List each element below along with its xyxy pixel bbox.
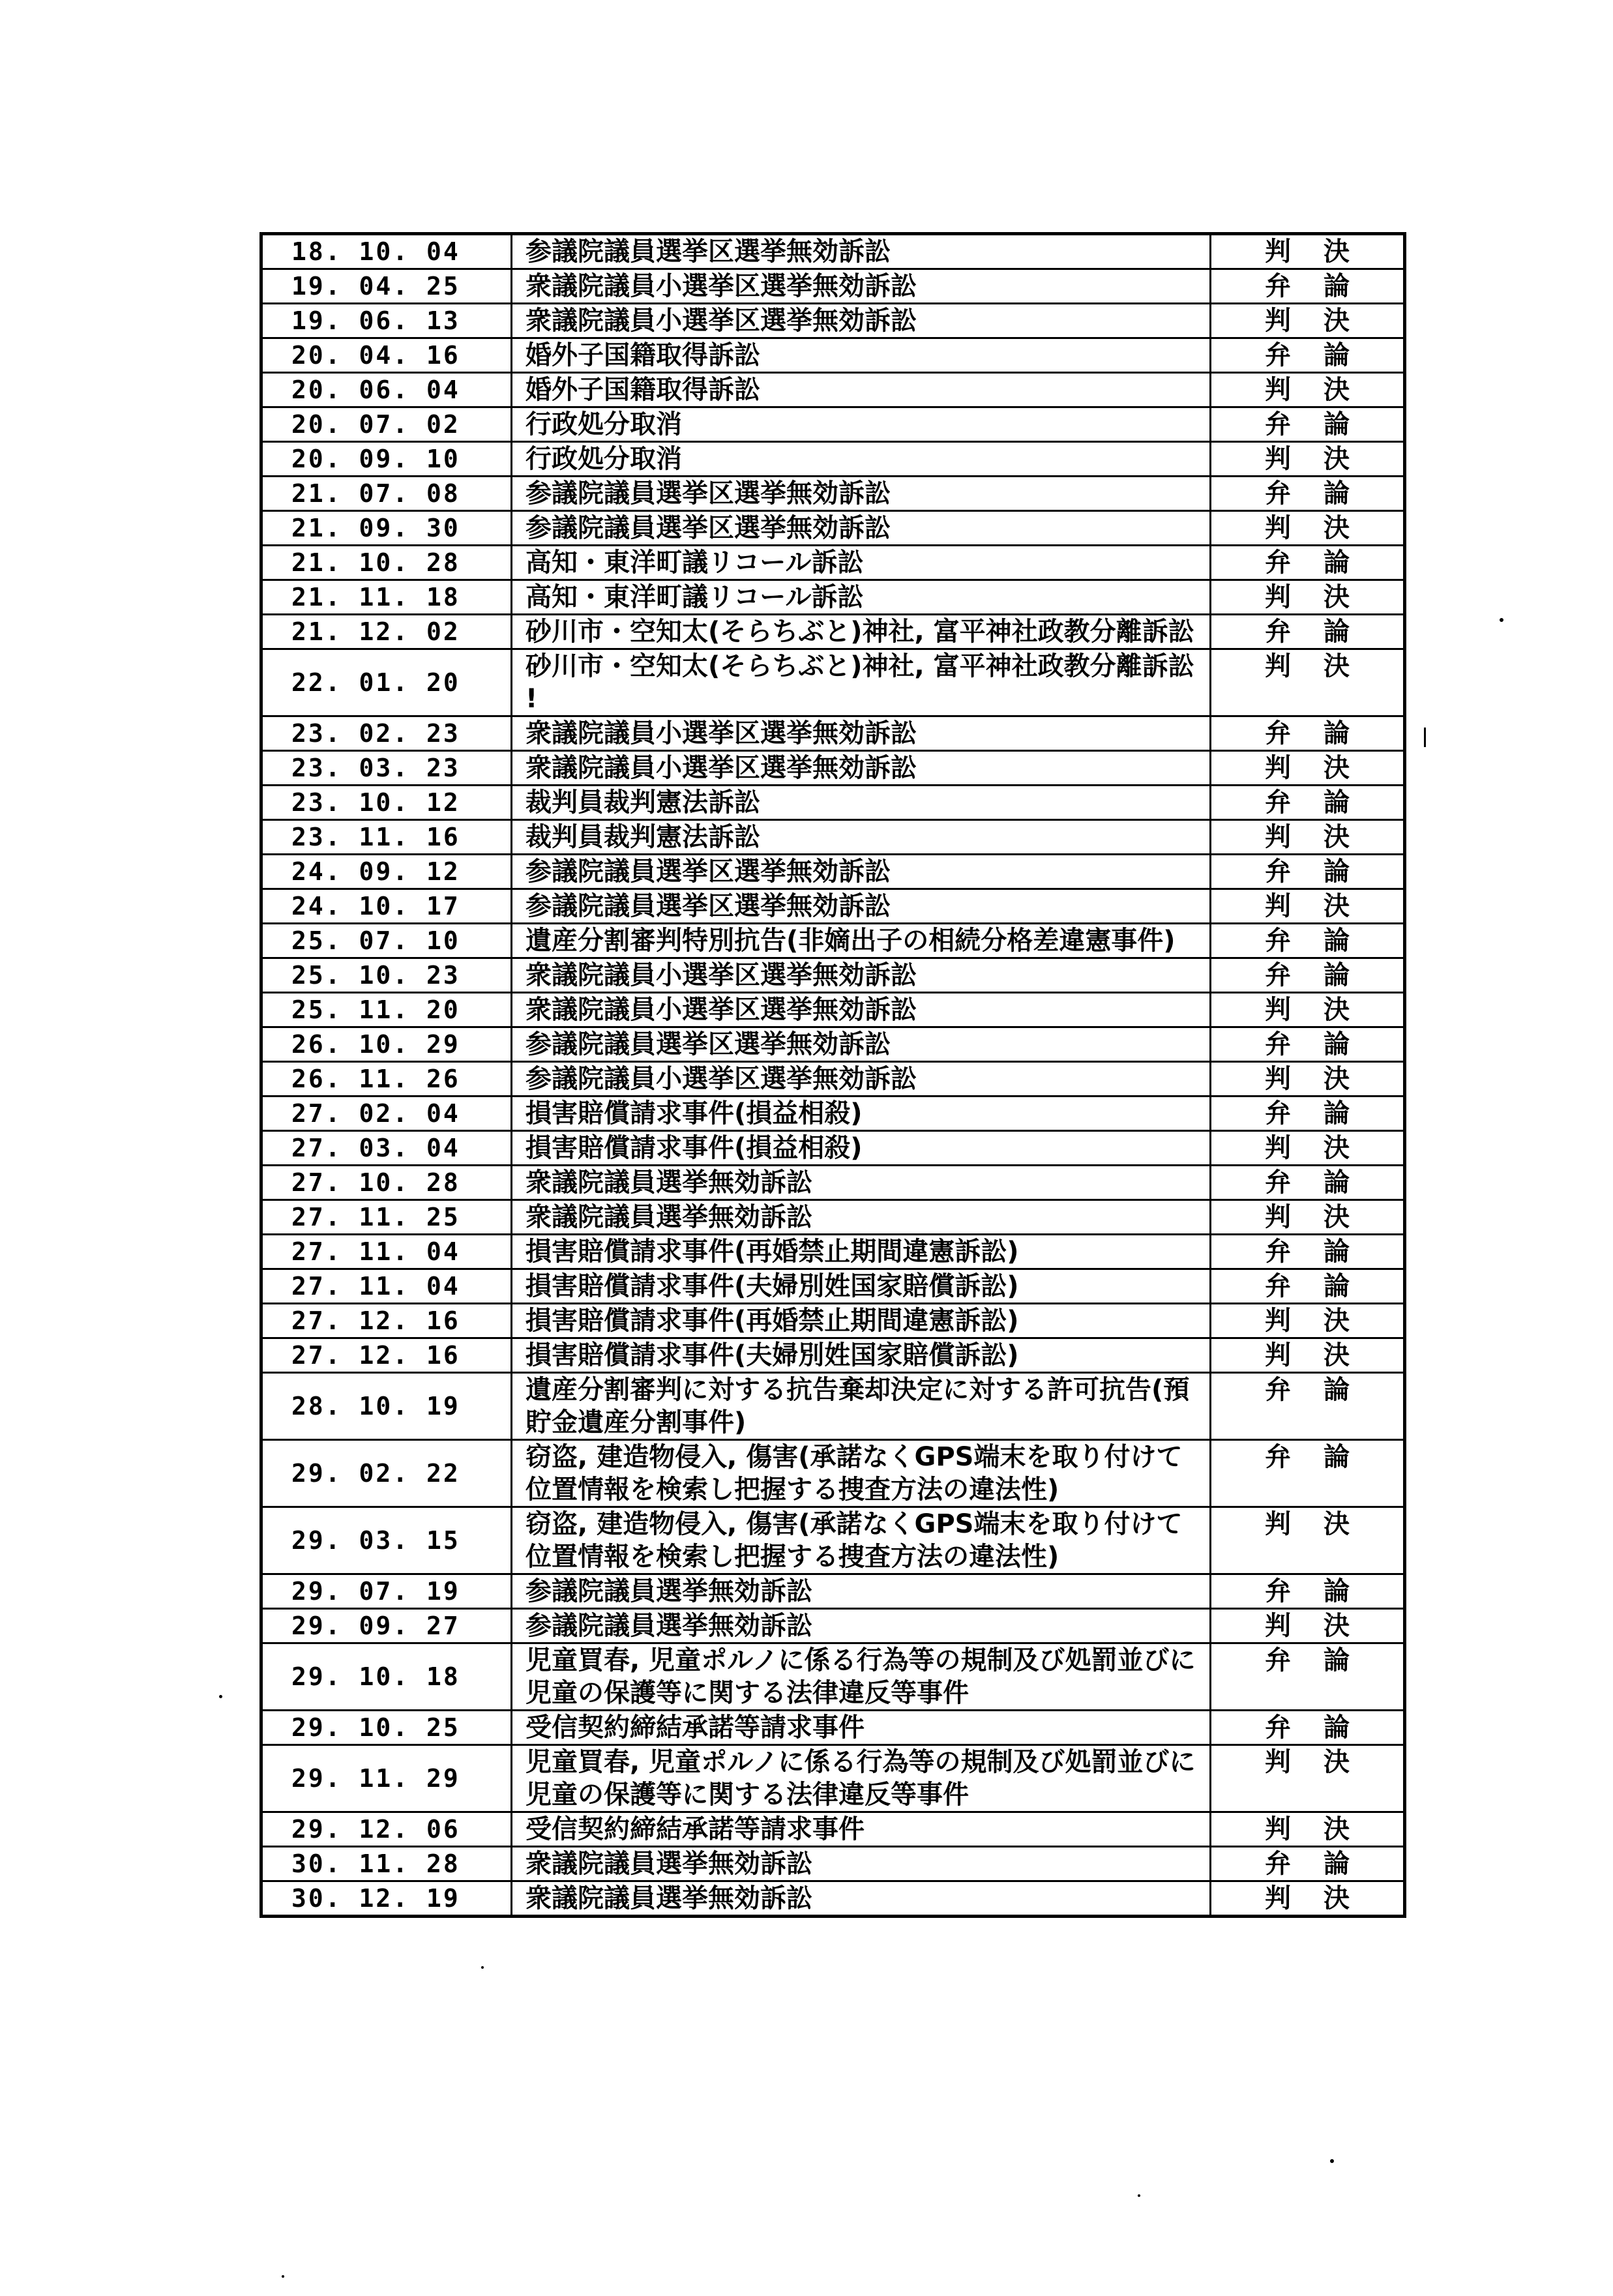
case-name-cell: 参議院議員小選挙区選挙無効訴訟: [512, 1062, 1211, 1096]
hearing-type-cell: 弁 論: [1211, 1235, 1405, 1269]
table-row: [261, 1200, 1405, 1235]
table-row: [261, 855, 1405, 889]
case-name-cell: 行政処分取消: [512, 407, 1211, 442]
case-name-cell: 衆議院議員選挙無効訴訟: [512, 1200, 1211, 1235]
table-row: [261, 716, 1405, 751]
date-cell: 21. 07. 08: [261, 477, 512, 511]
table-row: [261, 1304, 1405, 1338]
hearing-type-cell: 判 決: [1211, 511, 1405, 546]
table-row: [261, 1131, 1405, 1166]
table-row: [261, 1812, 1405, 1847]
date-cell: 29. 03. 15: [261, 1507, 512, 1574]
date-cell: 26. 10. 29: [261, 1027, 512, 1062]
case-name-cell: 衆議院議員選挙無効訴訟: [512, 1166, 1211, 1200]
date-cell: 27. 12. 16: [261, 1338, 512, 1373]
case-name-cell: 損害賠償請求事件(夫婦別姓国家賠償訴訟): [512, 1269, 1211, 1304]
date-cell: 19. 06. 13: [261, 304, 512, 338]
table-row: [261, 786, 1405, 820]
case-name-cell: 裁判員裁判憲法訴訟: [512, 786, 1211, 820]
case-name-cell: 参議院議員選挙無効訴訟: [512, 1574, 1211, 1609]
case-name-cell: 参議院議員選挙区選挙無効訴訟: [512, 855, 1211, 889]
date-cell: 24. 10. 17: [261, 889, 512, 924]
scan-speck: [1424, 728, 1426, 747]
date-cell: 21. 11. 18: [261, 580, 512, 615]
case-name-cell: 参議院議員選挙区選挙無効訴訟: [512, 477, 1211, 511]
table-row: [261, 751, 1405, 786]
table-row: [261, 1062, 1405, 1096]
case-name-cell: 衆議院議員小選挙区選挙無効訴訟: [512, 304, 1211, 338]
table-row: [261, 338, 1405, 373]
date-cell: 22. 01. 20: [261, 649, 512, 716]
date-cell: 27. 02. 04: [261, 1096, 512, 1131]
hearing-type-cell: 判 決: [1211, 1304, 1405, 1338]
hearing-type-cell: 判 決: [1211, 889, 1405, 924]
case-name-cell: 衆議院議員小選挙区選挙無効訴訟: [512, 751, 1211, 786]
scan-speck: [1330, 2159, 1334, 2163]
date-cell: 30. 11. 28: [261, 1847, 512, 1881]
case-name-cell: 裁判員裁判憲法訴訟: [512, 820, 1211, 855]
date-cell: 25. 07. 10: [261, 924, 512, 958]
hearing-type-cell: 判 決: [1211, 1609, 1405, 1643]
date-cell: 27. 03. 04: [261, 1131, 512, 1166]
scan-speck: [481, 1966, 484, 1969]
table-row: [261, 1027, 1405, 1062]
case-name-cell: 高知・東洋町議リコール訴訟: [512, 546, 1211, 580]
hearing-type-cell: 判 決: [1211, 373, 1405, 407]
hearing-type-cell: 判 決: [1211, 580, 1405, 615]
hearing-type-cell: 弁 論: [1211, 546, 1405, 580]
date-cell: 20. 09. 10: [261, 442, 512, 477]
hearing-type-cell: 弁 論: [1211, 1711, 1405, 1745]
case-name-cell: 行政処分取消: [512, 442, 1211, 477]
date-cell: 27. 11. 04: [261, 1269, 512, 1304]
case-name-cell: 砂川市・空知太(そらちぶと)神社, 富平神社政教分離訴訟: [512, 615, 1211, 649]
case-name-cell: 参議院議員選挙区選挙無効訴訟: [512, 234, 1211, 269]
table-row: [261, 924, 1405, 958]
hearing-type-cell: 判 決: [1211, 820, 1405, 855]
date-cell: 28. 10. 19: [261, 1373, 512, 1440]
table-row: [261, 1574, 1405, 1609]
case-name-cell: 衆議院議員小選挙区選挙無効訴訟: [512, 993, 1211, 1027]
date-cell: 26. 11. 26: [261, 1062, 512, 1096]
table-row: [261, 1643, 1405, 1711]
case-name-cell: 高知・東洋町議リコール訴訟: [512, 580, 1211, 615]
case-name-cell: 損害賠償請求事件(損益相殺): [512, 1096, 1211, 1131]
table-row: [261, 407, 1405, 442]
case-name-cell: 受信契約締結承諾等請求事件: [512, 1711, 1211, 1745]
case-name-cell: 損害賠償請求事件(再婚禁止期間違憲訴訟): [512, 1235, 1211, 1269]
hearing-type-cell: 判 決: [1211, 1812, 1405, 1847]
case-name-cell: 衆議院議員選挙無効訴訟: [512, 1881, 1211, 1917]
hearing-type-cell: 弁 論: [1211, 1847, 1405, 1881]
date-cell: 23. 11. 16: [261, 820, 512, 855]
hearing-type-cell: 弁 論: [1211, 958, 1405, 993]
hearing-type-cell: 弁 論: [1211, 1096, 1405, 1131]
date-cell: 21. 09. 30: [261, 511, 512, 546]
table-row: [261, 1440, 1405, 1507]
hearing-type-cell: 判 決: [1211, 234, 1405, 269]
date-cell: 20. 07. 02: [261, 407, 512, 442]
case-name-cell: 損害賠償請求事件(夫婦別姓国家賠償訴訟): [512, 1338, 1211, 1373]
date-cell: 29. 11. 29: [261, 1745, 512, 1812]
case-name-cell: 婚外子国籍取得訴訟: [512, 373, 1211, 407]
hearing-type-cell: 判 決: [1211, 1131, 1405, 1166]
table-row: [261, 511, 1405, 546]
hearing-type-cell: 判 決: [1211, 1745, 1405, 1812]
hearing-type-cell: 判 決: [1211, 304, 1405, 338]
hearing-type-cell: 弁 論: [1211, 786, 1405, 820]
hearing-type-cell: 弁 論: [1211, 1440, 1405, 1507]
table-row: [261, 546, 1405, 580]
table-row: [261, 1235, 1405, 1269]
hearing-type-cell: 判 決: [1211, 751, 1405, 786]
date-cell: 27. 11. 04: [261, 1235, 512, 1269]
scan-speck: [219, 1695, 222, 1698]
hearing-type-cell: 弁 論: [1211, 1166, 1405, 1200]
hearing-type-cell: 判 決: [1211, 1200, 1405, 1235]
case-name-cell: 衆議院議員小選挙区選挙無効訴訟: [512, 716, 1211, 751]
case-name-cell: 窃盗, 建造物侵入, 傷害(承諾なくGPS端末を取り付けて位置情報を検索し把握する捜査方法の違法性): [512, 1507, 1211, 1574]
table-row: [261, 649, 1405, 716]
case-name-cell: 参議院議員選挙区選挙無効訴訟: [512, 1027, 1211, 1062]
hearing-type-cell: 判 決: [1211, 1338, 1405, 1373]
table-row: [261, 1373, 1405, 1440]
case-name-cell: 婚外子国籍取得訴訟: [512, 338, 1211, 373]
date-cell: 24. 09. 12: [261, 855, 512, 889]
table-row: [261, 269, 1405, 304]
date-cell: 23. 10. 12: [261, 786, 512, 820]
case-name-cell: 遺産分割審判に対する抗告棄却決定に対する許可抗告(預貯金遺産分割事件): [512, 1373, 1211, 1440]
hearing-type-cell: 弁 論: [1211, 338, 1405, 373]
hearing-type-cell: 弁 論: [1211, 615, 1405, 649]
date-cell: 20. 06. 04: [261, 373, 512, 407]
date-cell: 23. 03. 23: [261, 751, 512, 786]
table-row: [261, 1847, 1405, 1881]
court-hearing-table: [259, 232, 1406, 1918]
table-row: [261, 1096, 1405, 1131]
table-row: [261, 373, 1405, 407]
date-cell: 23. 02. 23: [261, 716, 512, 751]
table-body: [261, 234, 1405, 1917]
table-row: [261, 1269, 1405, 1304]
hearing-type-cell: 弁 論: [1211, 1574, 1405, 1609]
hearing-type-cell: 弁 論: [1211, 477, 1405, 511]
case-name-cell: 参議院議員選挙無効訴訟: [512, 1609, 1211, 1643]
scan-speck: [282, 2275, 284, 2278]
scan-speck: [1138, 2194, 1140, 2197]
case-name-cell: 衆議院議員小選挙区選挙無効訴訟: [512, 958, 1211, 993]
table-row: [261, 1166, 1405, 1200]
hearing-type-cell: 弁 論: [1211, 1373, 1405, 1440]
date-cell: 20. 04. 16: [261, 338, 512, 373]
hearing-type-cell: 判 決: [1211, 993, 1405, 1027]
hearing-type-cell: 弁 論: [1211, 924, 1405, 958]
case-name-cell: 児童買春, 児童ポルノに係る行為等の規制及び処罰並びに児童の保護等に関する法律違反等事件: [512, 1745, 1211, 1812]
table-row: [261, 1338, 1405, 1373]
case-name-cell: 参議院議員選挙区選挙無効訴訟: [512, 889, 1211, 924]
date-cell: 21. 12. 02: [261, 615, 512, 649]
table-row: [261, 1881, 1405, 1917]
date-cell: 29. 10. 18: [261, 1643, 512, 1711]
date-cell: 25. 11. 20: [261, 993, 512, 1027]
table-row: [261, 993, 1405, 1027]
table-row: [261, 1609, 1405, 1643]
hearing-type-cell: 弁 論: [1211, 1269, 1405, 1304]
date-cell: 29. 10. 25: [261, 1711, 512, 1745]
date-cell: 29. 02. 22: [261, 1440, 512, 1507]
table-row: [261, 580, 1405, 615]
hearing-type-cell: 判 決: [1211, 442, 1405, 477]
hearing-type-cell: 弁 論: [1211, 407, 1405, 442]
hearing-type-cell: 判 決: [1211, 1507, 1405, 1574]
table-row: [261, 477, 1405, 511]
case-name-cell: 衆議院議員選挙無効訴訟: [512, 1847, 1211, 1881]
table-row: [261, 1711, 1405, 1745]
date-cell: 27. 10. 28: [261, 1166, 512, 1200]
table-row: [261, 304, 1405, 338]
hearing-type-cell: 判 決: [1211, 1062, 1405, 1096]
date-cell: 30. 12. 19: [261, 1881, 512, 1917]
table-row: [261, 889, 1405, 924]
case-name-cell: 参議院議員選挙区選挙無効訴訟: [512, 511, 1211, 546]
date-cell: 29. 12. 06: [261, 1812, 512, 1847]
date-cell: 27. 11. 25: [261, 1200, 512, 1235]
date-cell: 18. 10. 04: [261, 234, 512, 269]
date-cell: 29. 09. 27: [261, 1609, 512, 1643]
date-cell: 21. 10. 28: [261, 546, 512, 580]
hearing-type-cell: 弁 論: [1211, 269, 1405, 304]
hearing-type-cell: 弁 論: [1211, 716, 1405, 751]
case-name-cell: 窃盗, 建造物侵入, 傷害(承諾なくGPS端末を取り付けて位置情報を検索し把握する捜査方法の違法性): [512, 1440, 1211, 1507]
date-cell: 29. 07. 19: [261, 1574, 512, 1609]
table-row: [261, 234, 1405, 269]
case-name-cell: 損害賠償請求事件(再婚禁止期間違憲訴訟): [512, 1304, 1211, 1338]
hearing-type-cell: 弁 論: [1211, 1027, 1405, 1062]
table-row: [261, 1507, 1405, 1574]
table-row: [261, 1745, 1405, 1812]
date-cell: 25. 10. 23: [261, 958, 512, 993]
table-row: [261, 958, 1405, 993]
case-name-cell: 砂川市・空知太(そらちぶと)神社, 富平神社政教分離訴訟 !: [512, 649, 1211, 716]
case-name-cell: 児童買春, 児童ポルノに係る行為等の規制及び処罰並びに児童の保護等に関する法律違反等事件: [512, 1643, 1211, 1711]
scan-speck: [1500, 618, 1503, 622]
case-name-cell: 受信契約締結承諾等請求事件: [512, 1812, 1211, 1847]
case-name-cell: 損害賠償請求事件(損益相殺): [512, 1131, 1211, 1166]
hearing-type-cell: 弁 論: [1211, 855, 1405, 889]
hearing-type-cell: 弁 論: [1211, 1643, 1405, 1711]
table-row: [261, 615, 1405, 649]
table-row: [261, 442, 1405, 477]
date-cell: 27. 12. 16: [261, 1304, 512, 1338]
date-cell: 19. 04. 25: [261, 269, 512, 304]
hearing-type-cell: 判 決: [1211, 1881, 1405, 1917]
table-row: [261, 820, 1405, 855]
case-name-cell: 衆議院議員小選挙区選挙無効訴訟: [512, 269, 1211, 304]
case-name-cell: 遺産分割審判特別抗告(非嫡出子の相続分格差違憲事件): [512, 924, 1211, 958]
hearing-type-cell: 判 決: [1211, 649, 1405, 716]
